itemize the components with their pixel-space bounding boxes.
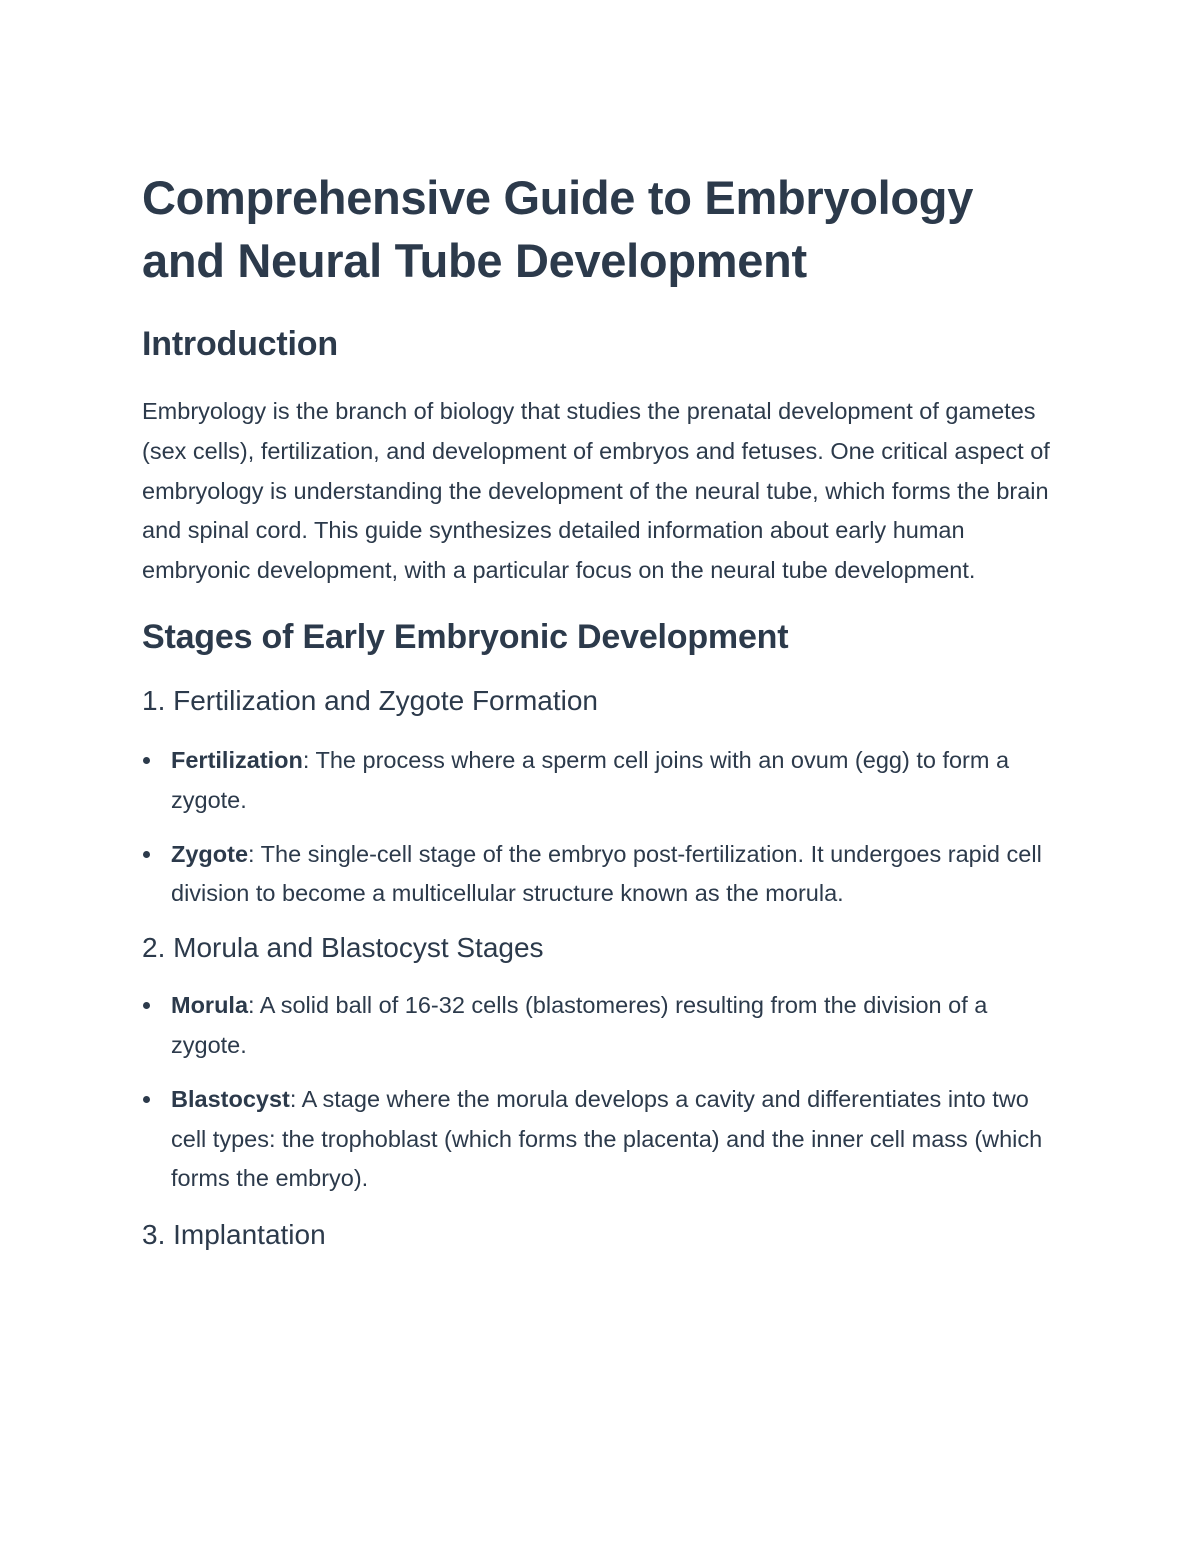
section-heading-implantation: 3. Implantation: [142, 1219, 326, 1251]
introduction-heading: Introduction: [142, 325, 338, 363]
fertilization-list: [142, 741, 1062, 914]
introduction-paragraph: Embryology is the branch of biology that studies the prenatal development of gametes (sex cells), fertilization, and development of embryos and fetuses. One critical aspect of embryology is understanding the development of the neural tube, which forms the brain and spinal cord. This guide synthesizes detailed information about early human embryonic development, with a particular focus on the neural tube development.: [142, 398, 1050, 584]
document-title: Comprehensive Guide to Embryology and Neural Tube Development: [142, 171, 974, 287]
list-item-blastocyst: [142, 1080, 1062, 1199]
term-morula: Morula: [171, 992, 249, 1019]
stages-heading: Stages of Early Embryonic Development: [142, 617, 789, 656]
bullet-dot: [143, 851, 150, 858]
definition-morula: : A solid ball of 16-32 cells (blastomeres) resulting from the division of a zygote.: [171, 992, 988, 1058]
definition-blastocyst: : A stage where the morula develops a cavity and differentiates into two cell types: the trophoblast (which forms the placenta) and the inner cell mass (which forms the embryo).: [171, 1085, 1043, 1192]
section-heading-fertilization: 1. Fertilization and Zygote Formation: [142, 684, 598, 716]
bullet-dot: [143, 1002, 150, 1009]
definition-fertilization: : The process where a sperm cell joins with an ovum (egg) to form a zygote.: [171, 746, 1010, 813]
morula-blastocyst-list: [142, 986, 1062, 1199]
list-item-zygote: [142, 835, 1062, 915]
term-fertilization: Fertilization: [171, 746, 303, 773]
definition-zygote: : The single-cell stage of the embryo post-fertilization. It undergoes rapid cell division to become a multicellular structure known as the morula.: [171, 840, 1042, 907]
document-page: [142, 166, 1062, 1253]
section-heading-morula-blastocyst: 2. Morula and Blastocyst Stages: [142, 932, 544, 964]
list-item-fertilization: [142, 741, 1062, 821]
bullet-dot: [143, 1096, 150, 1103]
term-blastocyst: Blastocyst: [171, 1085, 290, 1112]
list-item-morula: [142, 986, 1062, 1066]
bullet-dot: [143, 757, 150, 764]
term-zygote: Zygote: [171, 840, 249, 867]
